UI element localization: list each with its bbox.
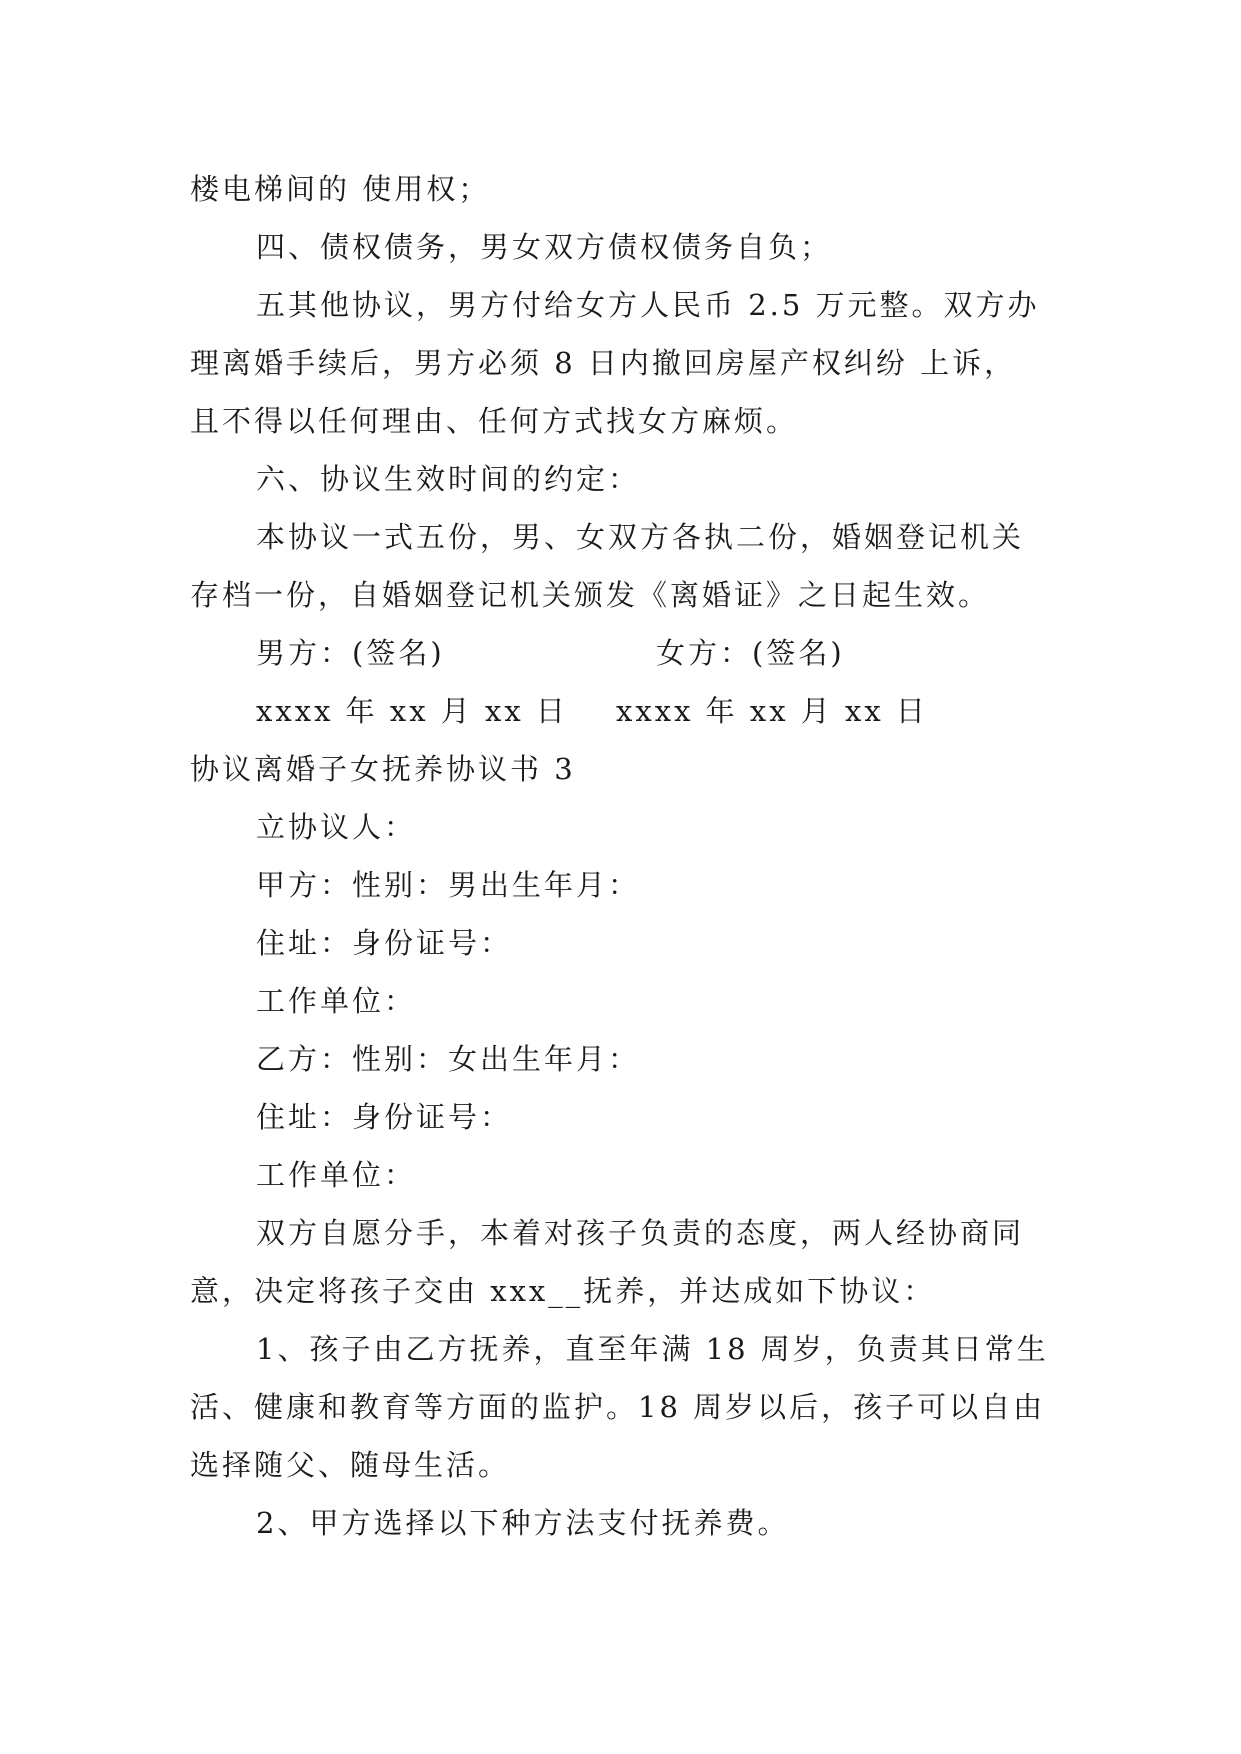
male-signature-date: xxxx 年 xx 月 xx 日 <box>256 694 568 728</box>
party-b-address: 住址：身份证号： <box>256 1100 513 1134</box>
party-a-address: 住址：身份证号： <box>256 926 513 960</box>
paragraph-item-1: 1、孩子由乙方抚养，直至年满 18 周岁，负责其日常生 <box>256 1332 1049 1366</box>
signature-row <box>190 624 1060 682</box>
document-body <box>190 160 1060 1552</box>
paragraph-effective-time: 六、协议生效时间的约定： <box>256 462 641 496</box>
paragraph-other-agreement: 五其他协议，男方付给女方人民币 2.5 万元整。双方办 <box>256 288 1040 322</box>
female-signature-date: xxxx 年 xx 月 xx 日 <box>616 694 928 728</box>
paragraph-line: 楼电梯间的 使用权； <box>190 172 491 206</box>
signature-date-row <box>190 682 1060 740</box>
paragraph-line: 活、健康和教育等方面的监护。18 周岁以后，孩子可以自由 <box>190 1390 1046 1424</box>
paragraph-line: 且不得以任何理由、任何方式找女方麻烦。 <box>190 404 799 438</box>
party-b-info: 乙方：性别：女出生年月： <box>256 1042 641 1076</box>
party-a-info: 甲方：性别：男出生年月： <box>256 868 641 902</box>
paragraph-intro: 双方自愿分手，本着对孩子负责的态度，两人经协商同 <box>256 1216 1025 1250</box>
paragraph-line: 理离婚手续后，男方必须 8 日内撤回房屋产权纠纷 上诉， <box>190 346 1017 380</box>
female-signature-label: 女方：(签名) <box>656 636 845 670</box>
parties-label: 立协议人： <box>256 810 417 844</box>
paragraph-copies: 本协议一式五份，男、女双方各执二份，婚姻登记机关 <box>256 520 1025 554</box>
section-title: 协议离婚子女抚养协议书 3 <box>190 752 576 786</box>
paragraph-line: 存档一份，自婚姻登记机关颁发《离婚证》之日起生效。 <box>190 578 991 612</box>
party-b-work: 工作单位： <box>256 1158 417 1192</box>
paragraph-line: 选择随父、随母生活。 <box>190 1448 511 1482</box>
party-a-work: 工作单位： <box>256 984 417 1018</box>
paragraph-debts: 四、债权债务，男女双方债权债务自负； <box>256 230 833 264</box>
paragraph-item-2: 2、甲方选择以下种方法支付抚养费。 <box>256 1506 790 1540</box>
male-signature-label: 男方：(签名) <box>256 636 445 670</box>
paragraph-line: 意，决定将孩子交由 xxx__抚养，并达成如下协议： <box>190 1274 936 1308</box>
